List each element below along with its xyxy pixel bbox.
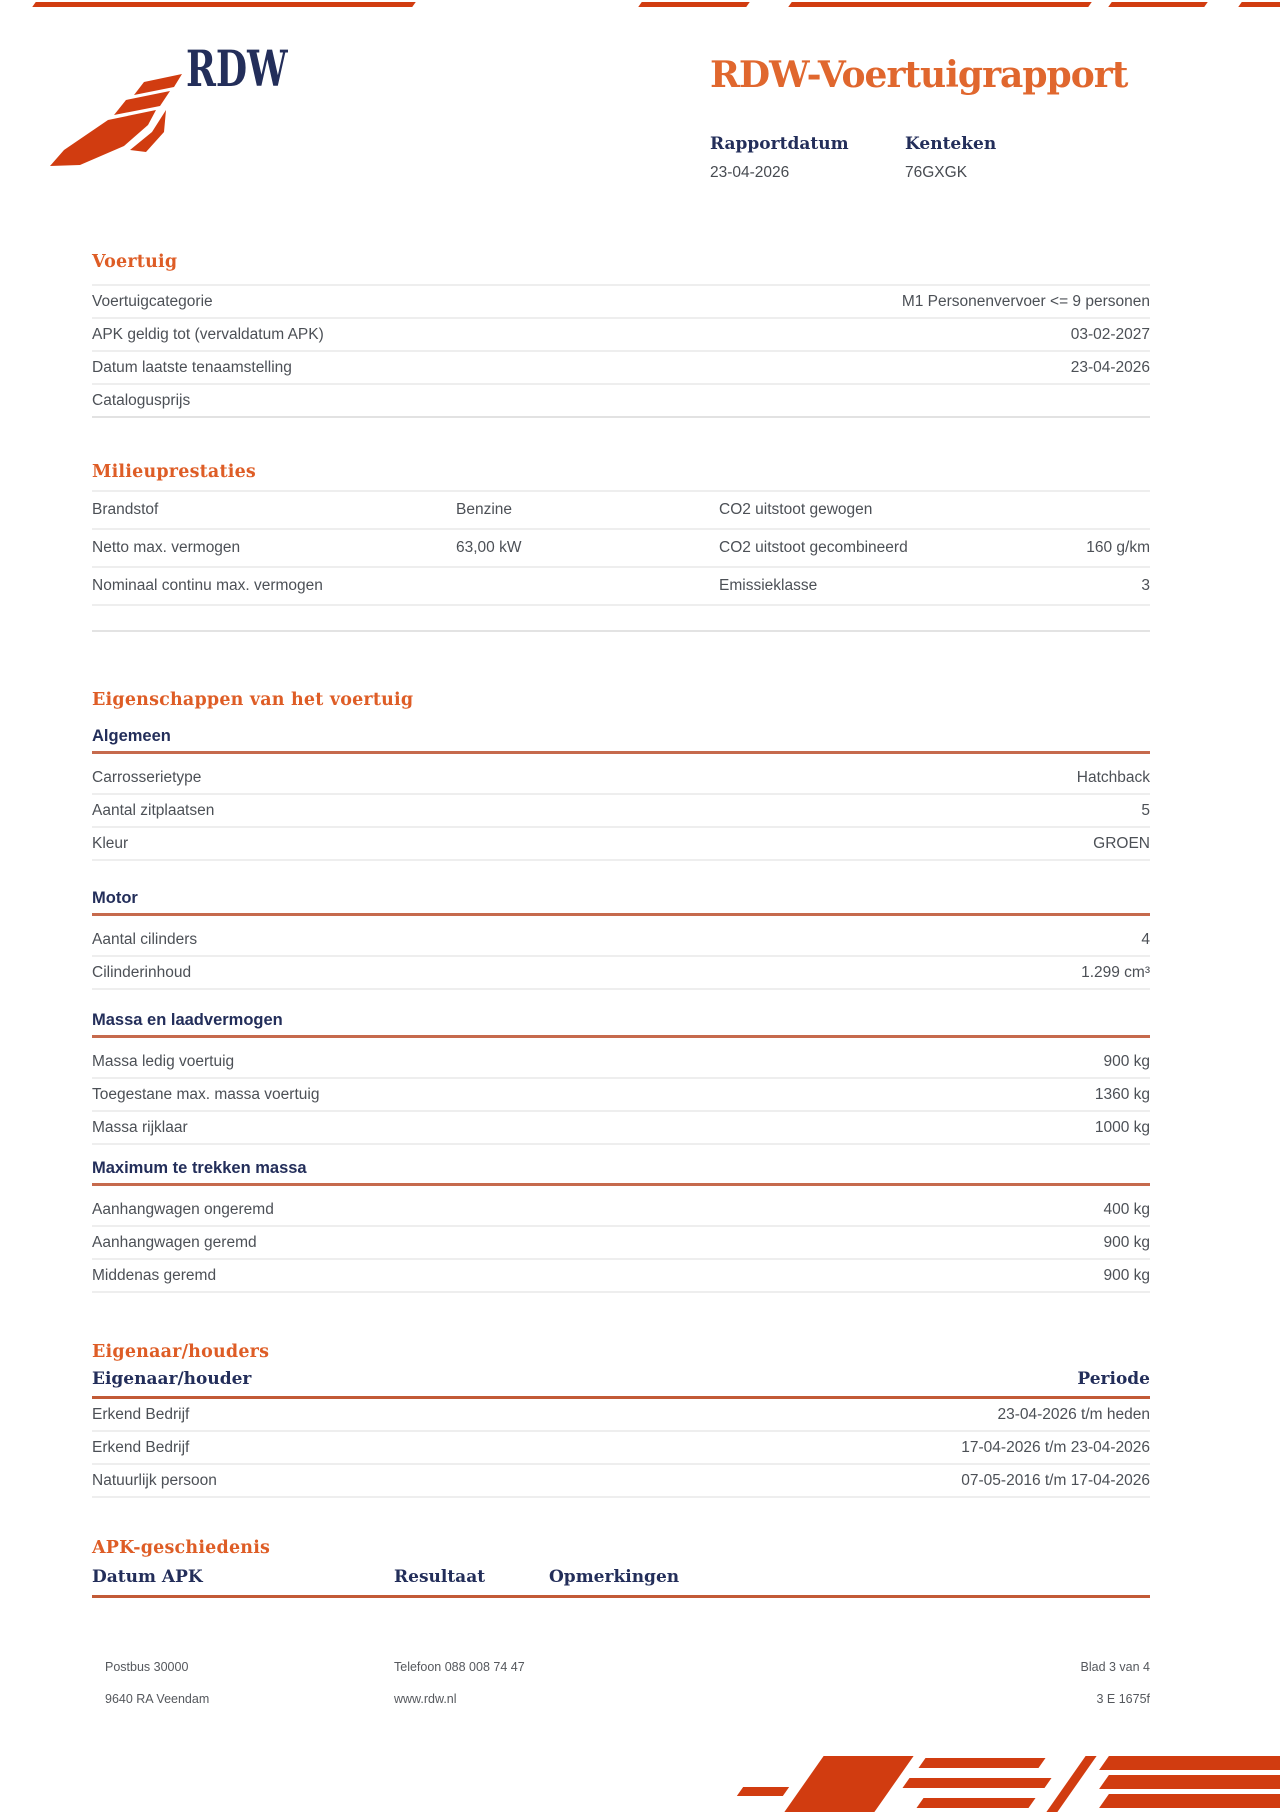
section-eigenaar [92,1342,1150,1498]
row-label: Nominaal continu max. vermogen [92,577,323,594]
table-row [92,828,1150,861]
table-row [92,762,1150,795]
table-row [92,352,1150,385]
top-stripe [788,2,1092,7]
algemeen-table [92,762,1150,861]
row-value: 400 kg [1103,1200,1150,1218]
row-label: Brandstof [92,501,159,518]
section-heading: Voertuig [92,252,178,272]
section-milieuprestaties [92,462,1150,632]
row-value: 3 [1141,577,1150,594]
footer-doc-code: 3 E 1675f [1096,1692,1150,1706]
column-header-remarks: Opmerkingen [549,1567,680,1587]
row-label: Kleur [92,834,129,852]
row-label: Datum laatste tenaamstelling [92,358,292,376]
row-value: 5 [1141,801,1150,819]
row-value: 07-05-2016 t/m 17-04-2026 [961,1471,1150,1489]
flag-block [784,1756,913,1812]
top-stripe [1238,2,1280,7]
column-header-owner: Eigenaar/houder [92,1369,252,1389]
row-label: CO2 uitstoot gewogen [719,501,873,518]
column-header-result: Resultaat [394,1567,486,1587]
row-label: Netto max. vermogen [92,539,241,556]
row-value: 900 kg [1103,1233,1150,1251]
table-row [92,1465,1150,1498]
row-label: Aanhangwagen ongeremd [92,1200,274,1218]
rdw-wing-icon [46,70,188,168]
footer-line-1 [105,1660,1150,1674]
row-value: 1.299 cm³ [1081,963,1150,981]
table-row [92,924,1150,957]
heading-underline [92,1035,1150,1038]
license-plate-value: 76GXGK [905,164,968,181]
row-label: Massa ledig voertuig [92,1052,235,1070]
table-row [92,1046,1150,1079]
table-row [92,1260,1150,1293]
owner-table [92,1399,1150,1498]
row-label: Aantal cilinders [92,930,198,948]
subsection-heading: Algemeen [92,727,171,745]
subsection-trekken-massa [92,1158,1150,1293]
table-row [92,568,1150,606]
row-value: 900 kg [1103,1266,1150,1284]
heading-underline [92,1183,1150,1186]
subsection-massa [92,1010,1150,1145]
row-value: 23-04-2026 [1070,358,1150,376]
top-stripe [1108,2,1208,7]
table-row [92,530,1150,568]
subsection-algemeen [92,726,1150,861]
table-row [92,286,1150,319]
section-heading: APK-geschiedenis [92,1538,271,1558]
flag-stripe [737,1787,789,1796]
row-label: Carrosserietype [92,768,202,786]
report-date-value: 23-04-2026 [710,164,790,181]
table-row [92,795,1150,828]
section-heading: Eigenschappen van het voertuig [92,690,414,710]
row-value: 17-04-2026 t/m 23-04-2026 [961,1438,1150,1456]
column-header-period: Periode [1077,1369,1150,1389]
row-value: 1000 kg [1094,1118,1150,1136]
subsection-heading: Massa en laadvermogen [92,1011,283,1029]
heading-underline [92,913,1150,916]
flag-slash [1046,1756,1096,1812]
section-voertuig [92,252,1150,418]
table-row [92,1432,1150,1465]
row-label: Cilinderinhoud [92,963,192,981]
row-value: M1 Personenvervoer <= 9 personen [901,292,1150,310]
row-label: APK geldig tot (vervaldatum APK) [92,325,324,343]
massa-table [92,1046,1150,1145]
milieu-table [92,490,1150,632]
row-label: Massa rijklaar [92,1118,188,1136]
license-plate-label: Kenteken [905,134,997,154]
flag-stripe [1099,1794,1280,1808]
row-label: Middenas geremd [92,1266,217,1284]
owner-table-header [92,1369,1150,1399]
table-row [92,1112,1150,1145]
motor-table [92,924,1150,990]
subsection-heading: Motor [92,889,138,907]
table-row [92,319,1150,352]
heading-underline [92,751,1150,754]
section-apk [92,1538,1150,1598]
row-label: Emissieklasse [719,577,818,594]
footer-line-2 [105,1692,1150,1706]
row-label: Aantal zitplaatsen [92,801,215,819]
flag-stripe [916,1798,1035,1808]
row-label: CO2 uitstoot gecombineerd [719,539,908,556]
row-label: Catalogusprijs [92,391,191,409]
column-header-date: Datum APK [92,1567,203,1587]
subsection-heading: Maximum te trekken massa [92,1159,307,1177]
voertuig-table [92,284,1150,418]
page-title: RDW-Voertuigrapport [710,54,1128,96]
bottom-flag-decoration [740,1756,1280,1812]
flag-stripe [1099,1775,1280,1789]
top-stripe [638,2,750,7]
table-row [92,1227,1150,1260]
row-value: 23-04-2026 t/m heden [997,1405,1150,1423]
top-stripe [32,2,416,7]
report-date-label: Rapportdatum [710,134,849,154]
table-row [92,1079,1150,1112]
apk-table-header [92,1567,1150,1598]
flag-stripe [902,1778,1051,1788]
table-row [92,1399,1150,1432]
row-label: Natuurlijk persoon [92,1471,217,1489]
row-value: 03-02-2027 [1070,325,1150,343]
row-label: Aanhangwagen geremd [92,1233,257,1251]
table-row [92,490,1150,530]
row-value: Hatchback [1076,768,1150,786]
row-value: 4 [1141,930,1150,948]
table-row [92,957,1150,990]
flag-stripe [918,1758,1045,1768]
footer-address-1: Postbus 30000 [105,1660,189,1674]
subsection-motor [92,888,1150,990]
row-value: 160 g/km [1086,539,1150,556]
footer-address-2: 9640 RA Veendam [105,1692,210,1706]
row-value: Benzine [456,501,513,518]
section-heading: Milieuprestaties [92,462,256,482]
row-label: Toegestane max. massa voertuig [92,1085,320,1103]
row-label: Erkend Bedrijf [92,1438,190,1456]
rdw-logo-wordmark: RDW [186,39,288,98]
row-label: Voertuigcategorie [92,292,213,310]
row-value: 900 kg [1103,1052,1150,1070]
footer-page-number: Blad 3 van 4 [1080,1660,1150,1674]
row-value: 63,00 kW [456,539,522,556]
section-eigenschappen-heading [92,690,1150,710]
flag-stripe [1099,1756,1280,1770]
footer-website: www.rdw.nl [394,1692,457,1706]
table-row [92,1194,1150,1227]
row-value: 1360 kg [1094,1085,1150,1103]
table-row [92,385,1150,418]
trekken-massa-table [92,1194,1150,1293]
row-label: Erkend Bedrijf [92,1405,190,1423]
footer-phone: Telefoon 088 008 74 47 [394,1660,525,1674]
row-value: GROEN [1093,834,1150,852]
section-heading: Eigenaar/houders [92,1342,270,1362]
